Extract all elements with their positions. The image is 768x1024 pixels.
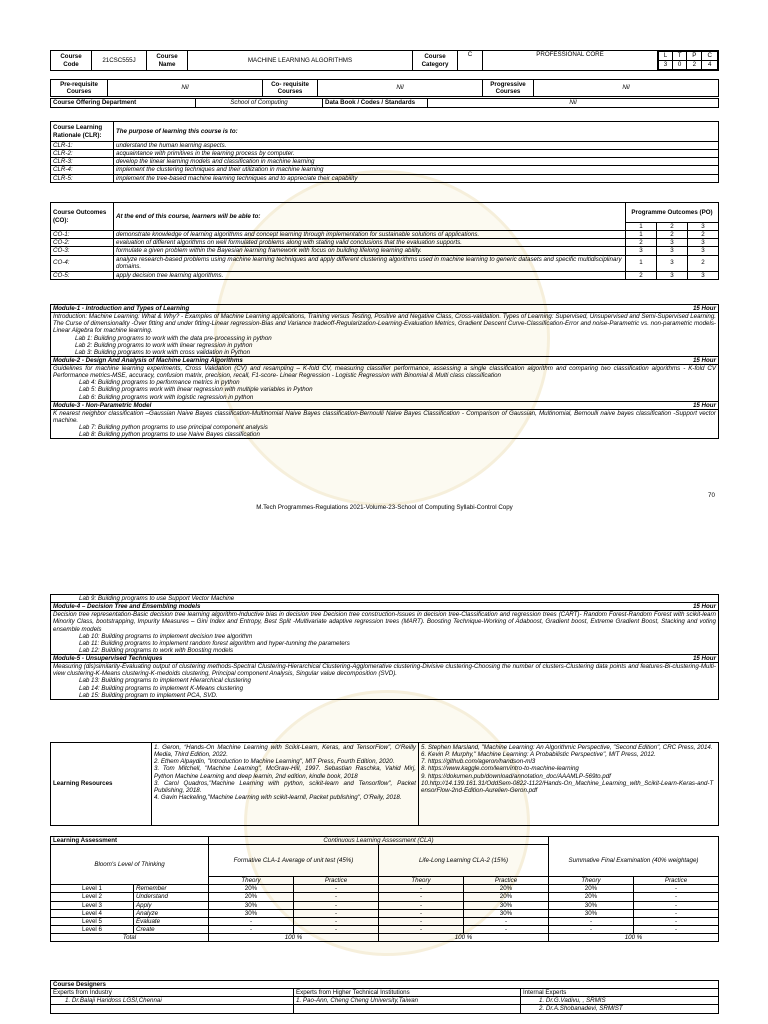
resource-item: 1. Geron, “Hands-On Machine Learning with Scikit-Learn, Keras, and TensorFlow”, O'Reilly Media, Third Edition, 2022. — [154, 744, 416, 759]
level-name: Analyze — [134, 909, 209, 917]
level-name: Understand — [134, 893, 209, 901]
internal-expert: 1. Dr.G.Vadivu, , SRMIS — [521, 997, 719, 1005]
cla-title: Continuous Learning Assessment (CLA) — [209, 837, 549, 845]
assessment-row — [51, 893, 719, 901]
cell: - — [634, 893, 719, 901]
learning-resources-table — [50, 742, 719, 826]
internal-label: Internal Experts — [521, 989, 719, 997]
footer-text: M.Tech Programmes-Regulations 2021-Volume-23-School of Computing Syllabi-Control Copy — [256, 504, 513, 511]
level: Level 4 — [51, 909, 134, 917]
resource-item: 6. Kevin P. Murphy," Machine Learning: A Probabilistic Perspective", MIT Press, 2012. — [421, 751, 656, 759]
lab-item: Lab 8: Building python programs to use Naive Bayes classification — [79, 431, 260, 439]
cell: - — [209, 917, 294, 925]
resource-item: 5. Stephen Marsland, "Machine Learning: An Algorithmic Perspective, "Second Edition", CRC Press, 2014. — [421, 744, 713, 751]
po-value: 2 — [657, 231, 688, 239]
level-name: Apply — [134, 901, 209, 909]
co-text: demonstrate knowledge of learning algorithms and concept learning through implementation for sustainable solutions of applications. — [114, 231, 626, 239]
po-col: 2 — [657, 223, 688, 231]
cell: 30% — [209, 901, 294, 909]
sub-header: Practice — [464, 877, 549, 885]
clr-code: CLR-2: — [51, 150, 114, 158]
cell: - — [294, 885, 379, 893]
cell: - — [379, 909, 464, 917]
co-text: formulate a given problem within the Bayesian learning framework with focus on building lifelong learning ability. — [114, 247, 626, 255]
po-value: 3 — [688, 247, 719, 255]
coreq-value: Nil — [318, 80, 483, 97]
co-code: CO-4: — [51, 255, 114, 271]
level-name: Create — [134, 925, 209, 933]
lab-item: Lab 15: Building program to implement PCA, SVD. — [79, 691, 218, 699]
assessment-row — [51, 925, 719, 933]
resource-item: 7. https://github.com/ageron/handson-ml3 — [421, 758, 536, 766]
po-value: 3 — [626, 247, 657, 255]
cell: 20% — [549, 885, 634, 893]
lab-item: Lab 11: Building programs to implement random forest algorithm and hyper-tunning the parameters — [79, 639, 350, 647]
total-value: 100 % — [209, 934, 379, 942]
co-header-text: At the end of this course, learners will be able to: — [114, 203, 626, 231]
lab-item: Lab 14: Building programs to implement K-Means clustering — [79, 684, 244, 692]
assessment-title: Learning Assessment — [51, 837, 209, 845]
offering-dept-table — [50, 98, 719, 108]
module-title: Module-3 - Non-Parametric Model 15 Hour — [51, 401, 719, 409]
cell: - — [464, 925, 549, 933]
cell: 20% — [209, 893, 294, 901]
sub-header: Theory — [549, 877, 634, 885]
sub-header: Practice — [634, 877, 719, 885]
cell: - — [294, 917, 379, 925]
ltpc-cell — [658, 51, 719, 71]
lab-item: Lab 6: Building programs work with logistic regression in python — [79, 393, 254, 401]
total-value: 100 % — [379, 934, 549, 942]
resource-item: 10.http://14.139.161.31/OddSem-0822-1122/Hands-On_Machine_Learning_with_Scikit-Learn-Keras-and-TensorFlow-2nd-Edition-Aurelien-Geron.pdf — [421, 779, 714, 794]
po-value: 2 — [688, 231, 719, 239]
course-header-table — [50, 50, 719, 71]
cell: 30% — [464, 909, 549, 917]
module-title: Module-5 - Unsupervised Techniques 15 Hour — [51, 655, 719, 663]
cell: - — [294, 909, 379, 917]
course-category-label: Course Category — [413, 51, 458, 71]
co-header-label: Course Outcomes (CO): — [51, 203, 114, 231]
lab-item: Lab 1: Building programs to work with the data pre-processing in python — [75, 334, 272, 342]
po-col: 1 — [626, 223, 657, 231]
ltpc-label: L — [659, 52, 673, 61]
cell: 20% — [209, 885, 294, 893]
course-name-label: Course Name — [147, 51, 188, 71]
level-name: Remember — [134, 885, 209, 893]
co-text: analyze research-based problems using machine learning techniques and apply different clustering algorithms used in machine learning to generic datasets and specific multidisciplinary domains. — [114, 255, 626, 271]
clr-text: acquaintance with primitives in the learning process by computer. — [114, 150, 719, 158]
resources-label: Learning Resources — [51, 743, 152, 826]
po-value: 3 — [688, 239, 719, 247]
cell: 30% — [464, 901, 549, 909]
resource-item: 9. https://dokumen.pub/download/annotation_doc/AAAMLP-569to.pdf — [421, 772, 611, 780]
ltpc-value: 0 — [672, 61, 686, 70]
module-hours: 15 Hour — [692, 356, 716, 364]
module-hours: 15 Hour — [692, 305, 716, 312]
assessment-row — [51, 917, 719, 925]
internal-expert: 2. Dr.A.Shobanadevi, SRMIST — [521, 1005, 719, 1013]
ltpc-value: 2 — [687, 61, 702, 70]
cell: - — [294, 893, 379, 901]
course-name: MACHINE LEARNING ALGORITHMS — [188, 51, 413, 71]
cell: - — [464, 917, 549, 925]
modules-table-page2 — [50, 594, 719, 700]
assessment-row — [51, 909, 719, 917]
po-value: 2 — [626, 239, 657, 247]
resource-item: 2. Ethem Alpaydin, "Introduction to Machine Learning", MIT Press, Fourth Edition, 2020. — [154, 758, 395, 766]
learning-assessment-table — [50, 836, 719, 942]
cell: - — [379, 885, 464, 893]
prereq-value: Nil — [108, 80, 263, 97]
cell: 30% — [209, 909, 294, 917]
clr-header-label: Course Learning Rationale (CLR): — [51, 122, 114, 142]
co-code: CO-1: — [51, 231, 114, 239]
po-value: 3 — [657, 271, 688, 279]
lab-item: Lab 13: Building programs to implement Hierarchical clustering — [79, 677, 251, 685]
sub-header: Practice — [294, 877, 379, 885]
module-title: Module-2 - Design And Analysis of Machine Learning Algorithms 15 Hour — [51, 356, 719, 364]
cell: - — [379, 893, 464, 901]
module-content: Measuring (dis)similarity-Evaluating output of clustering methods-Spectral Clustering-Hierarchical Clustering-Agglomerative clustering-Divisive clustering-Choosing the number of clusters-Clustering data points and features-Bi-clustering-Multi-view clustering-K-Means clustering-K-medoids clustering, Principal component Analysis, Singular value decomposition (SVD). Lab 13: Building programs to implement Hierarchical clustering Lab 14: Building programs to implement K-Means clustering Lab 15: Building program to implement PCA, SVD. — [51, 663, 719, 700]
module-title: Module-4 – Decision Tree and Ensembling models 15 Hour — [51, 603, 719, 611]
cell: - — [634, 925, 719, 933]
industry-expert: 1. Dr.Balaji Haridoss LGSI,Chennai — [51, 997, 294, 1005]
cell: 20% — [464, 893, 549, 901]
level: Level 2 — [51, 893, 134, 901]
cell: - — [294, 901, 379, 909]
cell: - — [209, 925, 294, 933]
lab-item: Lab 12: Building programs to work with Boosting models — [79, 646, 234, 654]
level: Level 3 — [51, 901, 134, 909]
po-value: 3 — [657, 239, 688, 247]
designers-title: Course Designers — [51, 981, 719, 989]
summative-label: Summative Final Examination (40% weightage) — [549, 845, 719, 877]
level: Level 6 — [51, 925, 134, 933]
modules-table-page1 — [50, 304, 719, 439]
sub-header: Theory — [379, 877, 464, 885]
ltpc-label: C — [702, 52, 718, 61]
lifelong-label: Life-Long Learning CLA-2 (15%) — [379, 845, 549, 877]
assessment-row — [51, 885, 719, 893]
total-label: Total — [51, 934, 209, 942]
lab-item: Lab 7: Building python programs to use principal component analysis — [79, 424, 268, 431]
clr-text: implement the tree-based machine learning techniques and to appreciate their capability — [114, 174, 719, 182]
clr-text: understand the human learning aspects. — [114, 142, 719, 150]
ltpc-label: T — [672, 52, 686, 61]
resource-item: 4. Gavin Hackeling,"Machine Learning with scikit-learnll, Packet publishing", O'Reily, 2018. — [154, 793, 402, 801]
cell: - — [379, 925, 464, 933]
clr-text: implement the clustering techniques and their utilization in machine learning — [114, 166, 719, 174]
po-value: 3 — [688, 271, 719, 279]
clr-code: CLR-3: — [51, 158, 114, 166]
lab-item: Lab 3: Building programs to work with cross validation in Python — [75, 348, 251, 356]
prerequisite-table — [50, 79, 719, 97]
cell: - — [634, 901, 719, 909]
cell: - — [294, 925, 379, 933]
cell: 20% — [549, 893, 634, 901]
po-value: 3 — [657, 255, 688, 271]
po-value: 1 — [626, 255, 657, 271]
module-content: Decision tree representation-Basic decision tree learning algorithm-Inductive bias in decision tree Decision tree construction-Issues in decision tree-Classification and regression trees (CART)- Random Forest-Random Forest with scikit-learn Minority Class, bootstrapping, Impurity Measures – Gini Index and Entropy, Best Split -Multivariate adaptive regression trees (MART). Boosting Technique-Working of Adaboost, Gradient boost, Extreme Gradient Boost, Stacking and voting ensemble models Lab 10: Building programs to implement decision tree algorithm Lab 11: Building programs to implement random forest algorithm and hyper-tunning the parameters Lab 12: Building programs to work with Boosting models — [51, 611, 719, 655]
resources-left — [152, 743, 419, 826]
ltpc-label: P — [687, 52, 702, 61]
clr-text: develop the linear learning models and classification in machine learning — [114, 158, 719, 166]
cell: 20% — [464, 885, 549, 893]
course-code: 21CSC555J — [92, 51, 147, 71]
co-code: CO-5: — [51, 271, 114, 279]
summative-spacer — [549, 837, 719, 845]
empty-cell — [294, 1005, 521, 1013]
total-value: 100 % — [549, 934, 719, 942]
module-hours: 15 Hour — [692, 603, 716, 611]
databook-value: Nil — [428, 99, 719, 108]
co-text: evaluation of different algorithms on well formulated problems along with stating valid conclusions that the evaluation supports. — [114, 239, 626, 247]
assessment-row — [51, 901, 719, 909]
resource-item: 3. Carol Quadros,"Machine Learning with python, scikit-learn and Tensorflow", Packet Publishing, 2018. — [154, 779, 416, 794]
cell: - — [379, 917, 464, 925]
lab-item-carryover: Lab 9: Building programs to use Support Vector Machine — [51, 595, 719, 603]
progressive-value: Nil — [534, 80, 719, 97]
cell: - — [634, 909, 719, 917]
assessment-total-row — [51, 934, 719, 942]
cell: - — [634, 885, 719, 893]
module-content: Introduction: Machine Learning: What & Why? - Examples of Machine Learning applications, Training versus Testing, Positive and Negative Class, Cross-validation. Types of Learning: Supervised, Unsupervised and Semi-Supervised Learning. The Curse of dimensionality -Over fitting and under fitting-Linear regression-Bias and Variance tradeoff-Regularization-Learning-Evaluation Metrics, Gradient Descent Curve-Classification-Error and noise-Parametric vs. non-parametric models-Linear Algebra for machine learning. Lab 1: Building programs to work with the data pre-processing in python Lab 2: Building programs to work with linear regression in python Lab 3: Building programs to work with cross validation in Python — [51, 313, 719, 357]
po-col: 3 — [688, 223, 719, 231]
lab-item: Lab 10: Building programs to implement decision tree algorithm — [79, 632, 253, 640]
level: Level 1 — [51, 885, 134, 893]
cell: - — [634, 917, 719, 925]
co-table — [50, 202, 719, 280]
ltpc-value: 4 — [702, 61, 718, 70]
po-value: 1 — [626, 231, 657, 239]
cell: - — [549, 917, 634, 925]
bloom-label: Bloom's Level of Thinking — [51, 845, 209, 885]
course-designers-table — [50, 980, 719, 1014]
resource-item: 8. https://www.kaggle.com/learn/intro-to-machine-learning — [421, 765, 579, 773]
cell: - — [549, 925, 634, 933]
lab-item: Lab 4: Building programs to performance metrics in python — [79, 379, 240, 387]
databook-label: Data Book / Codes / Standards — [323, 99, 428, 108]
po-value: 2 — [688, 255, 719, 271]
lab-item: Lab 5: Building programs work with linear regression with multiple variables in Python — [79, 386, 313, 394]
module-hours: 15 Hour — [692, 655, 716, 662]
category-code: C — [458, 51, 483, 71]
module-content: K nearest neighbor classification –Gaussian Naive Bayes classification-Multinomial Naive Bayes classification-Bernoulli Naive Bayes Classification - Comparison of Gaussian, Multinomial, Bernoulli naive bayes classification -Support vector machine. Lab 7: Building python programs to use principal component analysis Lab 8: Building python programs to use Naive Bayes classification — [51, 409, 719, 439]
formative-label: Formative CLA-1 Average of unit test (45%) — [209, 845, 379, 877]
industry-label: Experts from Industry — [51, 989, 294, 997]
cell: - — [379, 901, 464, 909]
po-title: Programme Outcomes (PO) — [626, 203, 719, 223]
co-code: CO-2: — [51, 239, 114, 247]
page-number: 70 — [708, 492, 715, 499]
higher-expert: 1. Pao-Ann, Cheng Cheng University,Taiwan — [294, 997, 521, 1005]
clr-code: CLR-4: — [51, 166, 114, 174]
category-name: PROFESSIONAL CORE — [483, 51, 658, 71]
ltpc-value: 3 — [659, 61, 673, 70]
level-name: Evaluate — [134, 917, 209, 925]
clr-code: CLR-1: — [51, 142, 114, 150]
module-hours: 15 Hour — [692, 401, 716, 409]
lab-item: Lab 2: Building programs to work with linear regression in python — [75, 341, 253, 349]
module-title: Module-1 - Introduction and Types of Learning 15 Hour — [51, 305, 719, 313]
sub-header: Theory — [209, 877, 294, 885]
cell: 30% — [549, 909, 634, 917]
coreq-label: Co- requisite Courses — [263, 80, 318, 97]
clr-code: CLR-5: — [51, 174, 114, 182]
dept-label: Course Offering Department — [51, 99, 196, 108]
resources-right — [419, 743, 719, 826]
higher-label: Experts from Higher Technical Institutions — [294, 989, 521, 997]
dept-value: School of Computing — [196, 99, 323, 108]
course-code-label: Course Code — [51, 51, 92, 71]
clr-header-text: The purpose of learning this course is to: — [114, 122, 719, 142]
po-value: 2 — [626, 271, 657, 279]
progressive-label: Progressive Courses — [483, 80, 534, 97]
prereq-label: Pre-requisite Courses — [51, 80, 108, 97]
cell: 30% — [549, 901, 634, 909]
po-value: 3 — [657, 247, 688, 255]
co-code: CO-3: — [51, 247, 114, 255]
empty-cell — [51, 1005, 294, 1013]
module-content: Guidelines for machine learning experiments, Cross Validation (CV) and resampling – K-fold CV, measuring classifier performance, assessing a single classification algorithm and comparing two classification algorithms - K-fold CV Performance metrics-MSE, accuracy, confusion matrix, precision, recall, F1-score- Linear Regression - Logistic Regression with Binomial & Multi class classification Lab 4: Building programs to performance metrics in python Lab 5: Building programs work with linear regression with multiple variables in Python Lab 6: Building programs work with logistic regression in python — [51, 365, 719, 402]
clr-table — [50, 121, 719, 183]
level: Level 5 — [51, 917, 134, 925]
co-text: apply decision tree learning algorithms. — [114, 271, 626, 279]
resource-item: 3. Tom Mitchell, "Machine Learning", McGraw-Hill, 1997. Sebastian Raschka, Vahid Mirj, Python Machine Learning and deep learnin, 2nd edition, kindle book, 2018 — [154, 765, 416, 780]
